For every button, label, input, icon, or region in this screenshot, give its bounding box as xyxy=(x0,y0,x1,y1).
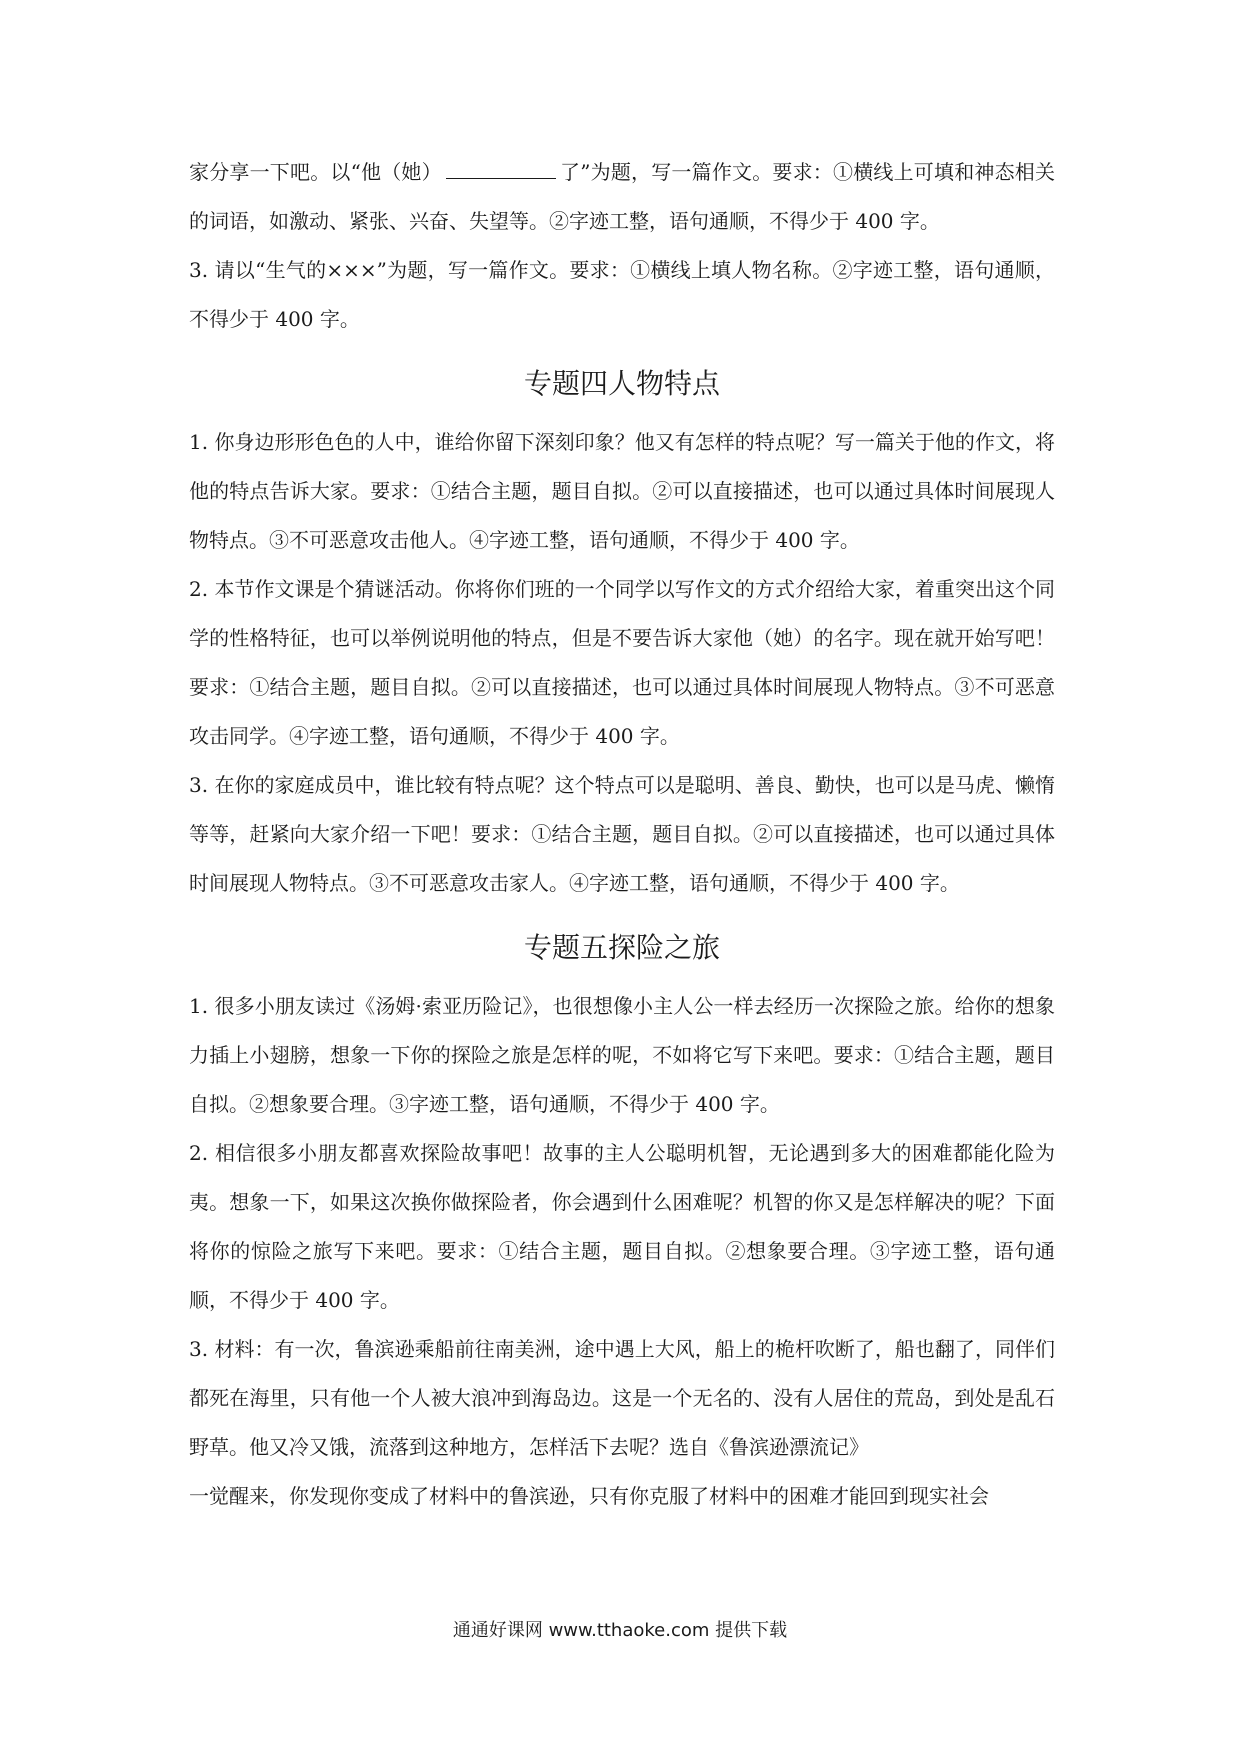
section-4-title: 专题四人物特点 xyxy=(523,367,720,400)
section-4-item-1: 1. 你身边形形色色的人中，谁给你留下深刻印象？他又有怎样的特点呢？写一篇关于他的作文，将他的特点告诉大家。要求：①结合主题，题目自拟。②可以直接描述，也可以通过具体时间展现人物特点。③不可恶意攻击他人。④字迹工整，语句通顺，不得少于 400 字。 xyxy=(189,430,1055,552)
section-5-item-3: 3. 材料：有一次，鲁滨逊乘船前往南美洲，途中遇上大风，船上的桅杆吹断了，船也翻了，同伴们都死在海里，只有他一个人被大浪冲到海岛边。这是一个无名的、没有人居住的荒岛，到处是乱石野草。他又冷又饿，流落到这种地方，怎样活下去呢？选自《鲁滨逊漂流记》 xyxy=(189,1337,1055,1459)
section-5-title: 专题五探险之旅 xyxy=(523,931,720,964)
intro-text-after-blank: 了”为题，写一篇作文。要求：①横线上可填和神态相关的词语，如激动、紧张、兴奋、失望等。②字迹工整，语句通顺，不得少于 400 字。 xyxy=(189,160,1055,233)
section-5-item-1: 1. 很多小朋友读过《汤姆·索亚历险记》，也很想像小主人公一样去经历一次探险之旅。给你的想象力插上小翅膀，想象一下你的探险之旅是怎样的呢，不如将它写下来吧。要求：①结合主题，题目自拟。②想象要合理。③字迹工整，语句通顺，不得少于 400 字。 xyxy=(189,994,1055,1116)
section-5-item-3-continued: 一觉醒来，你发现你变成了材料中的鲁滨逊，只有你克服了材料中的困难才能回到现实社会 xyxy=(189,1484,989,1508)
section-4-item-2: 2. 本节作文课是个猜谜活动。你将你们班的一个同学以写作文的方式介绍给大家，着重突出这个同学的性格特征，也可以举例说明他的特点，但是不要告诉大家他（她）的名字。现在就开始写吧！要求：①结合主题，题目自拟。②可以直接描述，也可以通过具体时间展现人物特点。③不可恶意攻击同学。④字迹工整，语句通顺，不得少于 400 字。 xyxy=(189,577,1055,748)
intro-text-before-blank: 家分享一下吧。以“他（她） xyxy=(189,160,442,184)
intro-paragraph-2 xyxy=(189,148,1055,246)
page-footer: 通通好课网 www.tthaoke.com 提供下载 xyxy=(452,1620,788,1641)
document-page xyxy=(189,148,1055,1521)
intro-paragraph-3: 3. 请以“生气的×××”为题，写一篇作文。要求：①横线上填人物名称。②字迹工整，语句通顺，不得少于 400 字。 xyxy=(189,258,1055,331)
section-5-item-2: 2. 相信很多小朋友都喜欢探险故事吧！故事的主人公聪明机智，无论遇到多大的困难都能化险为夷。想象一下，如果这次换你做探险者，你会遇到什么困难呢？机智的你又是怎样解决的呢？下面将你的惊险之旅写下来吧。要求：①结合主题，题目自拟。②想象要合理。③字迹工整，语句通顺，不得少于 400 字。 xyxy=(189,1141,1055,1312)
section-4-item-3: 3. 在你的家庭成员中，谁比较有特点呢？这个特点可以是聪明、善良、勤快，也可以是马虎、懒惰等等，赶紧向大家介绍一下吧！要求：①结合主题，题目自拟。②可以直接描述，也可以通过具体时间展现人物特点。③不可恶意攻击家人。④字迹工整，语句通顺，不得少于 400 字。 xyxy=(189,773,1055,895)
fill-in-blank-line xyxy=(446,158,556,179)
